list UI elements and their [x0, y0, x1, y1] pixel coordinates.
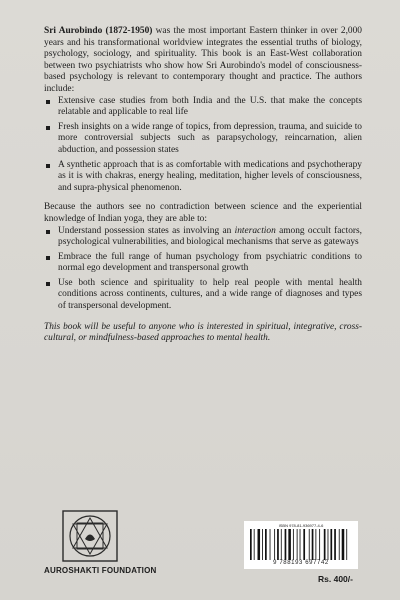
publisher-name: AUROSHAKTI FOUNDATION	[44, 566, 157, 575]
list-item-text: among occult factors, psychological vulnerabilities, and biological mechanisms that serve as gateways	[58, 225, 362, 248]
intro-text: was the most important Eastern thinker in over 2,000 years and his transformational worldview integrates the essential truths of biology, psychology, sociology, and spirituality. This book is an East-West collaboration between two psychiatrists who show how Sri Aurobindo's model of consciousness-based psychology is relevant to contemporary thought and practice. The authors include:	[44, 26, 362, 94]
list-item: A synthetic approach that is as comfortable with medications and psychotherapy as it is with chakras, energy healing, meditation, higher levels of consciousness, and supra-physical phenomenon.	[58, 159, 362, 193]
price-label: Rs. 400/-	[318, 574, 353, 584]
barcode-digits: 9 788193 697742	[273, 560, 329, 566]
blurb	[44, 26, 362, 345]
list-item: Embrace the full range of human psychology from psychiatric conditions to normal ego development and transpersonal growth	[58, 251, 362, 274]
author-name: Sri Aurobindo (1872-1950)	[44, 26, 153, 36]
list-item: Use both science and spirituality to help real people with mental health conditions across continents, cultures, and a wide range of diagnoses and types of transpersonal development.	[58, 277, 362, 312]
features-list	[44, 96, 362, 195]
barcode	[244, 521, 358, 569]
barcode-bars	[250, 529, 352, 560]
second-paragraph: Because the authors see no contradiction between science and the experiential knowledge of Indian yoga, they are able to:	[44, 202, 362, 224]
list-item	[58, 226, 362, 249]
list-item: Fresh insights on a wide range of topics, from depression, trauma, and suicide to more controversial subjects such as parapsychology, reincarnation, alien abduction, and possession states	[58, 121, 362, 155]
list-item: Extensive case studies from both India and the U.S. that make the concepts relatable and applicable to real life	[58, 95, 362, 118]
isbn-text: ISBN 978-81-936977-4-6	[278, 523, 324, 528]
closing-statement: This book will be useful to anyone who is interested in spiritual, integrative, cross-cultural, or mindfulness-based approaches to mental health.	[44, 321, 362, 344]
publisher-logo-icon	[62, 510, 118, 562]
abilities-list	[44, 226, 362, 313]
emphasis-text: interaction	[234, 225, 276, 236]
list-item-text: Understand possession states as involving an	[58, 225, 235, 236]
intro-paragraph	[44, 26, 362, 96]
